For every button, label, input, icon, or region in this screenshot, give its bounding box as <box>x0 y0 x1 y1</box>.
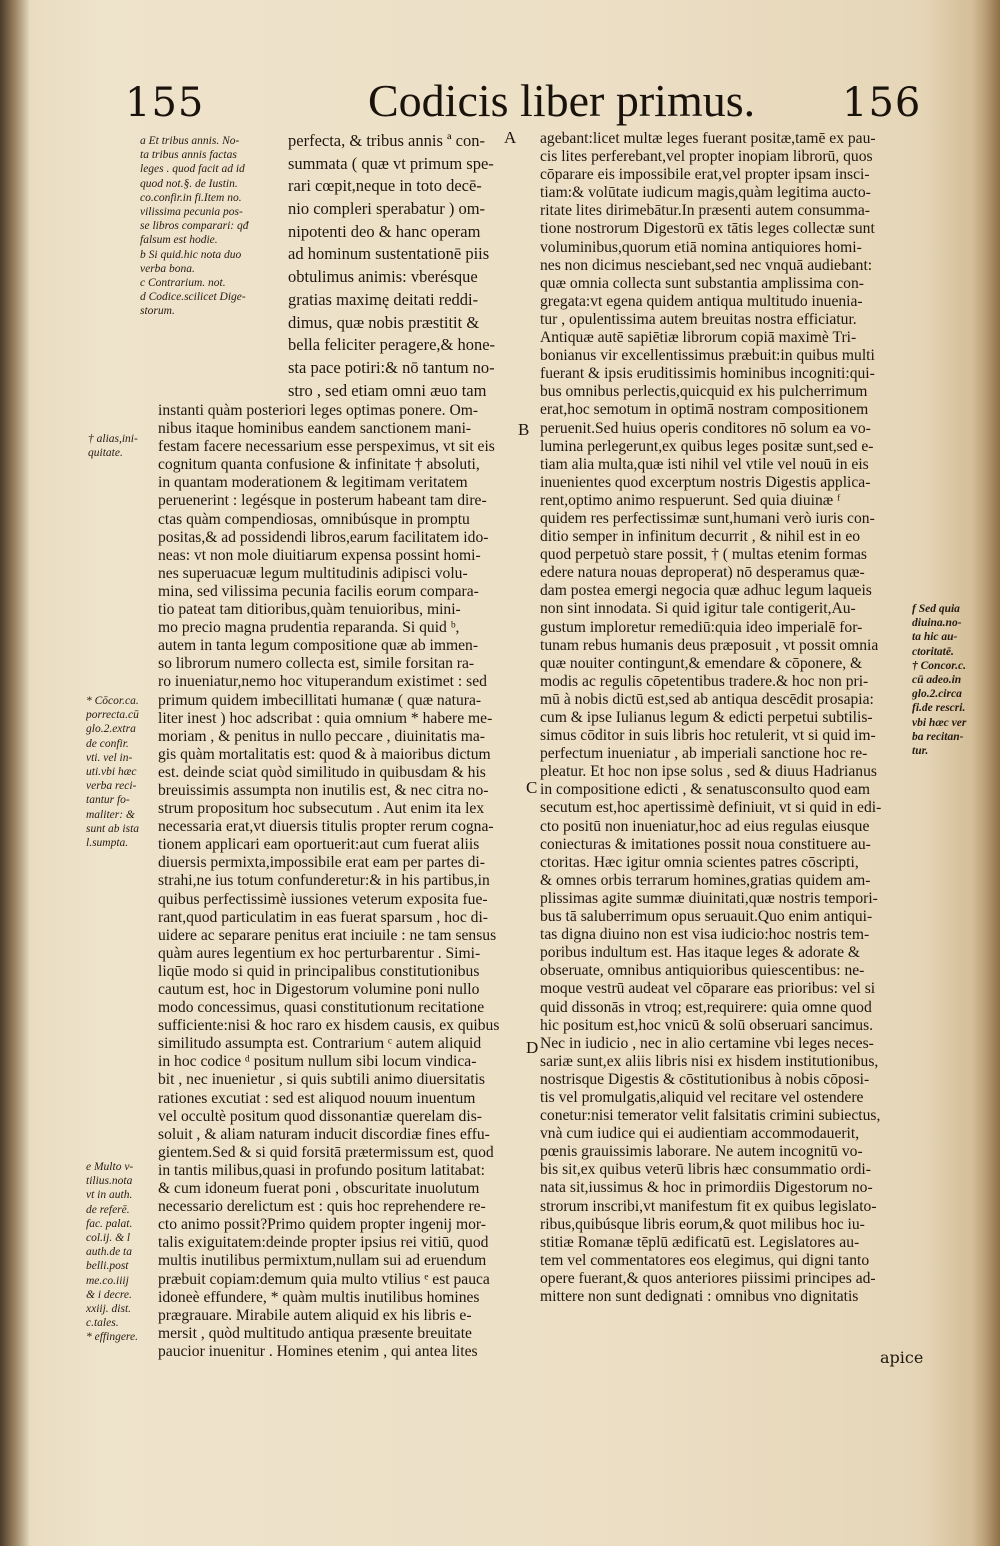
text-line: ctoritas. Hæc igitur omnia scientes patres cōscripti, <box>540 853 859 871</box>
text-line: nibus itaque hominibus eandem sanctionem mani- <box>158 420 472 438</box>
text-line: maliter: & <box>86 808 135 821</box>
text-line: mo precio magna prudentia reparanda. Si quid ᵇ, <box>158 619 460 637</box>
text-line: rari cœpit,neque in toto decē- <box>288 176 482 196</box>
text-line: in compositione edicti , & senatusconsulto quod eam <box>540 781 871 799</box>
facing-page-edge <box>976 90 998 810</box>
text-line: multis inutilibus permixtum,nullam sui ad eruendum <box>158 1252 487 1270</box>
text-line: similitudo assumpta est. Contrarium ᶜ autem aliquid <box>158 1035 482 1053</box>
text-line: tionem applicari eam oportuerit:aut cum fuerat aliis <box>158 836 480 854</box>
text-line: uidere ac separare penitus erat inciuile : ne tam sensus <box>158 926 497 944</box>
text-line: ctas quàm compendiosas, omnibúsque in promptu <box>158 510 470 528</box>
text-line: est. deinde sciat quòd similitudo in quibusdam & his <box>158 763 486 781</box>
text-line: Antiquæ autē sapiētiæ librorum copiā maximè Tri- <box>540 329 857 347</box>
text-line: ta tribus annis factas <box>140 149 237 162</box>
section-marker-b: B <box>518 420 530 439</box>
text-line: ritate lites dirimebātur.In præsenti autem consumma- <box>540 202 870 220</box>
text-line: cōparare eis impossibile erat,vel propter ipsam insci- <box>540 166 870 184</box>
text-line: col.ij. & l <box>86 1232 131 1245</box>
text-line: agebant:licet multæ leges fuerant positæ,tamē ex pau- <box>540 130 876 147</box>
text-line: nes non dicimus nesciebant,sed nec vnquā audiebant: <box>540 256 873 274</box>
text-line: tur. <box>912 745 929 758</box>
text-line: gregata:vt egena quidem antiqua multitudo inuenia- <box>540 292 863 310</box>
gloss-notes-top <box>140 134 280 319</box>
text-line: quidem res perfectissimæ sunt,humani verò iuris con- <box>540 509 875 527</box>
text-line: inuenientes quod excerptum nostris Digestis applica- <box>540 473 871 491</box>
text-line: & i decre. <box>86 1288 132 1301</box>
text-line: fi.de rescri. <box>912 702 966 715</box>
text-line: perfecta, & tribus annis ª con- <box>288 131 485 150</box>
text-line: tione nostrorum Digestorū ex tātis leges collectæ sunt <box>540 220 875 238</box>
text-line: cis lites perferebant,vel propter inopiam librorū, quos <box>540 148 873 166</box>
text-line: perfectum inueniatur , ab imperiali sanctione hoc re- <box>540 745 868 763</box>
text-line: autem in tanta legum compositione quæ ab immen- <box>158 637 479 655</box>
text-line: obtulimus animis: vberésque <box>288 267 478 287</box>
text-line: pleatur. Et hoc non ipse solus , sed & diuus Hadrianus <box>540 763 877 781</box>
text-line: sta pace potiri:& nō tantum no- <box>288 357 495 377</box>
section-marker-a: A <box>504 128 517 147</box>
text-line: conetur:nisi temerator velit falsitatis crimini subiectus, <box>540 1107 881 1125</box>
text-line: quæ nouiter contingunt,& emendare & cōponere, & <box>540 654 863 672</box>
text-line: mina, sed vilissima pecunia facilis eorum compara- <box>158 582 479 600</box>
text-line: modis ac regulis cōpetentibus tradere.& hoc non pri- <box>540 672 869 690</box>
text-line: a Et tribus annis. No- <box>140 135 240 147</box>
text-line: me.co.iiij <box>86 1274 129 1287</box>
text-line: vilissima pecunia pos- <box>140 206 243 219</box>
text-line: fac. palat. <box>86 1217 133 1230</box>
text-line: nostrisque Digestis & cōstitutionibus à nobis cōposi- <box>540 1070 870 1088</box>
left-column-opening <box>288 130 513 402</box>
text-line: & omnes orbis terrarum homines,gratias quidem am- <box>540 871 871 889</box>
text-line: c.tales. <box>86 1317 119 1330</box>
text-line: Nec in iudicio , nec in alio certamine vbi leges neces- <box>540 1034 874 1052</box>
text-line: mersit , quòd multitudo antiqua præsente breuitate <box>158 1324 472 1342</box>
text-line: ribus,quibúsque libris eorum,& quot milibus hoc iu- <box>540 1215 865 1233</box>
text-line: bis sit,ex quibus veterū libris hæc consummatio ordi- <box>540 1161 871 1179</box>
text-line: auth.de ta <box>86 1246 132 1259</box>
right-column-body <box>540 130 912 1306</box>
text-line: tunam rebus humanis deus præposuit , vt possit omnia <box>540 636 879 654</box>
text-line: rant,quod particulatim in eas fuerat sparsum , hoc di- <box>158 908 488 926</box>
text-line: paucior inuenitur . Homines etenim , qui antea lites <box>158 1342 478 1360</box>
text-line: vnà cum iudice qui ei audientiam accommodauerit, <box>540 1125 860 1143</box>
text-line: bit , nec inuenietur , si quis subtili animo diuersitatis <box>158 1071 485 1089</box>
section-marker-c: C <box>526 778 538 797</box>
text-line: bus omnibus perlectis,quicquid ex his pulcherrimum <box>540 383 868 401</box>
text-line: vti. vel in- <box>86 751 133 764</box>
text-line: tem vel commentatores eos elegimus, qui digni tanto <box>540 1251 870 1269</box>
text-line: sunt ab ista <box>86 822 140 835</box>
catchword: apice <box>880 1348 924 1367</box>
text-line: tur , opulentissima autem breuitas nostra efficiatur. <box>540 310 857 328</box>
text-line: fuerant & ipsis eruditissimis hominibus incogniti:qui- <box>540 365 875 383</box>
text-line: tis vel promulgatis,aliquid vel recitare vel ostendere <box>540 1088 864 1106</box>
text-line: poribus indultum est. Has itaque leges & adorate & <box>540 944 861 962</box>
text-line: necessaria erat,vt diuersis titulis propter rerum cogna- <box>158 818 494 836</box>
text-line: nes superuacuæ legum multitudinis adipisci volu- <box>158 564 468 582</box>
text-line: soluit , & aliam naturam inducit discordiæ fines effu- <box>158 1125 490 1143</box>
text-line: dimus, quæ nobis præstitit & <box>288 312 480 332</box>
text-line: festam facere necessarium esse perspeximus, vt sit eis <box>158 438 495 456</box>
text-line: * Cōcor.ca. <box>86 695 139 707</box>
text-line: verba bona. <box>140 262 195 275</box>
text-line: ad hominum sustentationē piis <box>288 244 490 264</box>
text-line: strorum inscribi,vt manifestum fit ex quibus legislato- <box>540 1197 877 1215</box>
text-line: diuersis permixta,impossibile erat eam per partes di- <box>158 854 485 872</box>
text-line: bella feliciter peragere,& hone- <box>288 335 496 355</box>
text-line: d Codice.scilicet Dige- <box>140 291 246 304</box>
text-line: voluminibus,quorum etiā nomina antiquiores homi- <box>540 238 862 256</box>
text-line: cautum est, hoc in Digestorum volumine poni nullo <box>158 981 480 998</box>
text-line: breuissimis assumpta non inutilis est, & nec citra no- <box>158 781 489 799</box>
text-line: tiam:& volūtate iudicum magis,quàm legitima aucto- <box>540 184 871 202</box>
text-line: falsum est hodie. <box>140 234 218 247</box>
text-line: nata sit,iussimus & hoc in primordiis Digestorum no- <box>540 1179 873 1197</box>
binding-shadow-left <box>0 0 30 1546</box>
text-line: non sint innodata. Si quid igitur tale contigerit,Au- <box>540 600 856 618</box>
text-line: secutum est,hoc apertissimè definiuit, vt si quid in edi- <box>540 799 882 817</box>
text-line: strum propositum hoc subsecutum . Aut enim ita lex <box>158 800 485 818</box>
text-line: cum & ipse Iulianus legum & edicti perpetui subtilis- <box>540 709 873 726</box>
text-line: pœnis grauissimis laborare. Ne autem incognitū vo- <box>540 1143 863 1161</box>
text-line: quitate. <box>88 447 123 460</box>
text-line: c Contrarium. not. <box>140 277 226 290</box>
text-line: prægrauare. Mirabile autem aliquid ex his libris e- <box>158 1306 472 1324</box>
folio-right: 156 <box>842 80 922 126</box>
text-line: dam postea emergi negocia quæ adhuc legum laqueis <box>540 582 872 600</box>
text-line: idoneè effundere, * quàm multis inutilibus homines <box>158 1288 480 1306</box>
text-line: stro , sed etiam omni æuo tam <box>288 380 487 400</box>
text-line: tio pateat tam ditioribus,quàm tenuioribus, mini- <box>158 601 461 619</box>
text-line: † Concor.c. <box>912 659 966 672</box>
text-line: hic positum est,hoc vnicū & solū obseruari sancimus. <box>540 1016 874 1034</box>
text-line: uti.vbi hæc <box>86 766 137 779</box>
text-line: ta hic au- <box>912 631 958 644</box>
text-line: in tantis milibus,quasi in profundo positum latitabat: <box>158 1161 486 1179</box>
text-line: neas: vt non mole diuitiarum expensa possint homi- <box>158 546 481 564</box>
text-line: de referē. <box>86 1203 130 1216</box>
text-line: cto positū non inueniatur,hoc ad eius regulas eiusque <box>540 817 870 835</box>
text-line: in hoc codice ᵈ positum nullum sibi locum vindica- <box>158 1053 477 1071</box>
text-line: tantur fo- <box>86 794 130 807</box>
text-line: glo.2.circa <box>912 688 962 701</box>
text-line: rent,optimo animo respuerunt. Sed quia diuinæ ᶠ <box>540 491 841 509</box>
text-line: bus tā saluberrimum opus seruauit.Quo enim antiqui- <box>540 908 873 926</box>
text-line: vt in auth. <box>86 1189 133 1202</box>
text-line: cū adeo.in <box>912 674 962 687</box>
text-line: liter inest ) hoc adscribat : quia omnium * habere me- <box>158 709 493 727</box>
text-line: necessario derelictum est : quis hoc reprehendere re- <box>158 1198 486 1216</box>
text-line: summata ( quæ vt primum spe- <box>288 153 494 173</box>
text-line: ctoritatē. <box>912 645 954 658</box>
text-line: & cum idoneum fuerat poni , obscuritate inuolutum <box>158 1180 480 1198</box>
text-line: vel occultè positum quod dissonantiæ querelam dis- <box>158 1107 482 1125</box>
text-line: plissimas agite summæ diuinitati,quæ nostris tempori- <box>540 889 878 907</box>
text-line: * effingere. <box>86 1331 138 1344</box>
text-line: cognitum quanta confusione & infinitate † absoluti, <box>158 456 480 474</box>
text-line: peruenerint : legésque in posterum habeant tam dire- <box>158 492 487 510</box>
text-line: lumina perlegerunt,ex quibus leges positæ sunt,sed e- <box>540 437 874 455</box>
text-line: moque vestrū audeat vel cōparare eas prioribus: vel si <box>540 980 876 998</box>
text-line: co.confir.in fi.Item no. <box>140 191 242 204</box>
text-line: se libros comparari: qđ <box>140 220 249 233</box>
text-line: tiam alia multa,quæ isti nihil vel vtile vel nouū in eis <box>540 455 869 473</box>
text-line: cto animo possit?Primo quidem propter ingenij mor- <box>158 1216 486 1234</box>
section-marker-d: D <box>526 1038 539 1057</box>
text-line: opere fuerant,& quos anteriores piissimi principes ad- <box>540 1269 876 1287</box>
text-line: mū à nobis dictū est,sed ab antiqua descēdit prosapia: <box>540 690 874 708</box>
text-line: obseruate, omnibus antiquioribus quiescentibus: ne- <box>540 962 865 980</box>
text-line: gustum imploretur remediū:quia ideo imperialē for- <box>540 618 863 636</box>
text-line: instanti quàm posteriori leges optimas ponere. Om- <box>158 402 479 419</box>
text-line: strahi,ne ius totum confunderetur:& in his partibus,in <box>158 872 490 890</box>
text-line: quod not.§. de Iustin. <box>140 177 238 190</box>
text-line: quid dissonās in vtroq; est,requirere: quia omne quod <box>540 998 872 1016</box>
text-line: verba reci- <box>86 780 137 793</box>
text-line: belli.post <box>86 1260 129 1273</box>
text-line: bonianus vir excellentissimus præbuit:in quibus multi <box>540 347 875 365</box>
text-line: gis quàm mortalitatis est: quod & à maioribus dictum <box>158 745 491 763</box>
text-line: storum. <box>140 305 175 318</box>
text-line: ditio semper in infinitum decurrit , & nihil est in eo <box>540 528 861 546</box>
text-line: stitiæ Romanæ tēplū ædificatū est. Legislatores au- <box>540 1233 860 1251</box>
text-line: leges . quod facit ad id <box>140 163 245 176</box>
text-line: sufficiente:nisi & hoc raro ex hisdem causis, ex quibus <box>158 1017 500 1035</box>
text-line: mittere non sunt dedignati : omnibus vno dignitatis <box>540 1288 859 1305</box>
text-line: tilius.nota <box>86 1175 133 1188</box>
text-line: f Sed quia <box>912 603 960 615</box>
text-line: quod perpetuò stare possit, † ( multas etenim formas <box>540 546 867 564</box>
text-line: diuina.no- <box>912 617 962 630</box>
text-line: e Multo v- <box>86 1161 134 1173</box>
left-column-body <box>158 402 528 1361</box>
text-line: primum quidem imbecillitati humanæ ( quæ natura- <box>158 691 482 709</box>
text-line: nipotenti deo & hanc operam <box>288 221 481 241</box>
text-line: sariæ sunt,ex aliis libris nisi ex hisdem institutionibus, <box>540 1052 879 1070</box>
folio-left: 155 <box>125 80 205 126</box>
text-line: quàm aures legentium ex hoc perturbarentur . Simi- <box>158 944 481 962</box>
text-line: gratias maximę deitati reddi- <box>288 289 479 309</box>
text-line: præbuit copiam:demum quia multo vtilius ᵉ est pauca <box>158 1270 490 1288</box>
text-line: modo concessimus, quasi constitutionum recitatione <box>158 999 485 1017</box>
text-line: in quantam moderationem & legitimam veritatem <box>158 474 468 492</box>
text-line: liqūe modo si quid in principalibus constitutionibus <box>158 962 480 980</box>
text-line: porrecta.cū <box>86 709 139 722</box>
gloss-note-concordance <box>86 694 158 850</box>
text-line: de confir. <box>86 737 129 750</box>
text-line: gientem.Sed & si quid forsitā prætermissum est, quod <box>158 1143 494 1161</box>
text-line: vbi hæc ver <box>912 716 967 729</box>
text-line: tas digna diuino non est visa iudicio:hoc nostris tem- <box>540 926 870 944</box>
text-line: quæ omnia collecta sunt substantia amplissima con- <box>540 274 864 292</box>
text-line: so librorum numero collecta est, simile forsitan ra- <box>158 655 475 673</box>
running-title: Codicis liber primus. <box>368 75 756 126</box>
text-line: rationes excutiat : sed est aliquod nouum inuentum <box>158 1089 476 1107</box>
text-line: moriam , & penitus in nullo peccare , diuinitatis ma- <box>158 727 485 745</box>
text-line: xxiij. dist. <box>86 1303 132 1316</box>
text-line: l.sumpta. <box>86 837 129 850</box>
text-line: † alias,ini- <box>88 433 138 445</box>
gloss-note-alias <box>88 432 158 460</box>
gloss-note-multo <box>86 1160 158 1345</box>
text-line: talis exiguitatem:deinde propter ipsius rei vitiū, quod <box>158 1234 489 1252</box>
text-line: ro inueniatur,nemo hoc vituperandum existimet : sed <box>158 673 487 691</box>
text-line: ba recitan- <box>912 730 964 743</box>
text-line: erat,hoc semotum in optimā nostram compositionem <box>540 401 869 419</box>
text-line: b Si quid.hic nota duo <box>140 248 242 261</box>
text-line: peruenit.Sed huius operis conditores nō solum ea vo- <box>540 419 871 437</box>
text-line: coniecturas & imitationes possit noua constituere au- <box>540 835 871 853</box>
text-line: simus cōditor in suis libris hoc retulerit, vt si quid im- <box>540 727 876 745</box>
text-line: nio compleri sperabatur ) om- <box>288 199 486 219</box>
text-line: glo.2.extra <box>86 723 136 736</box>
text-line: edere natura nouas deproperat) nō desperamus quæ- <box>540 564 865 582</box>
text-line: positas,& ad possidendi libros,earum facilitatem ido- <box>158 528 489 546</box>
text-line: quibus perfectissimè iussiones veterum exposita fue- <box>158 890 488 908</box>
gloss-note-right <box>912 602 978 758</box>
